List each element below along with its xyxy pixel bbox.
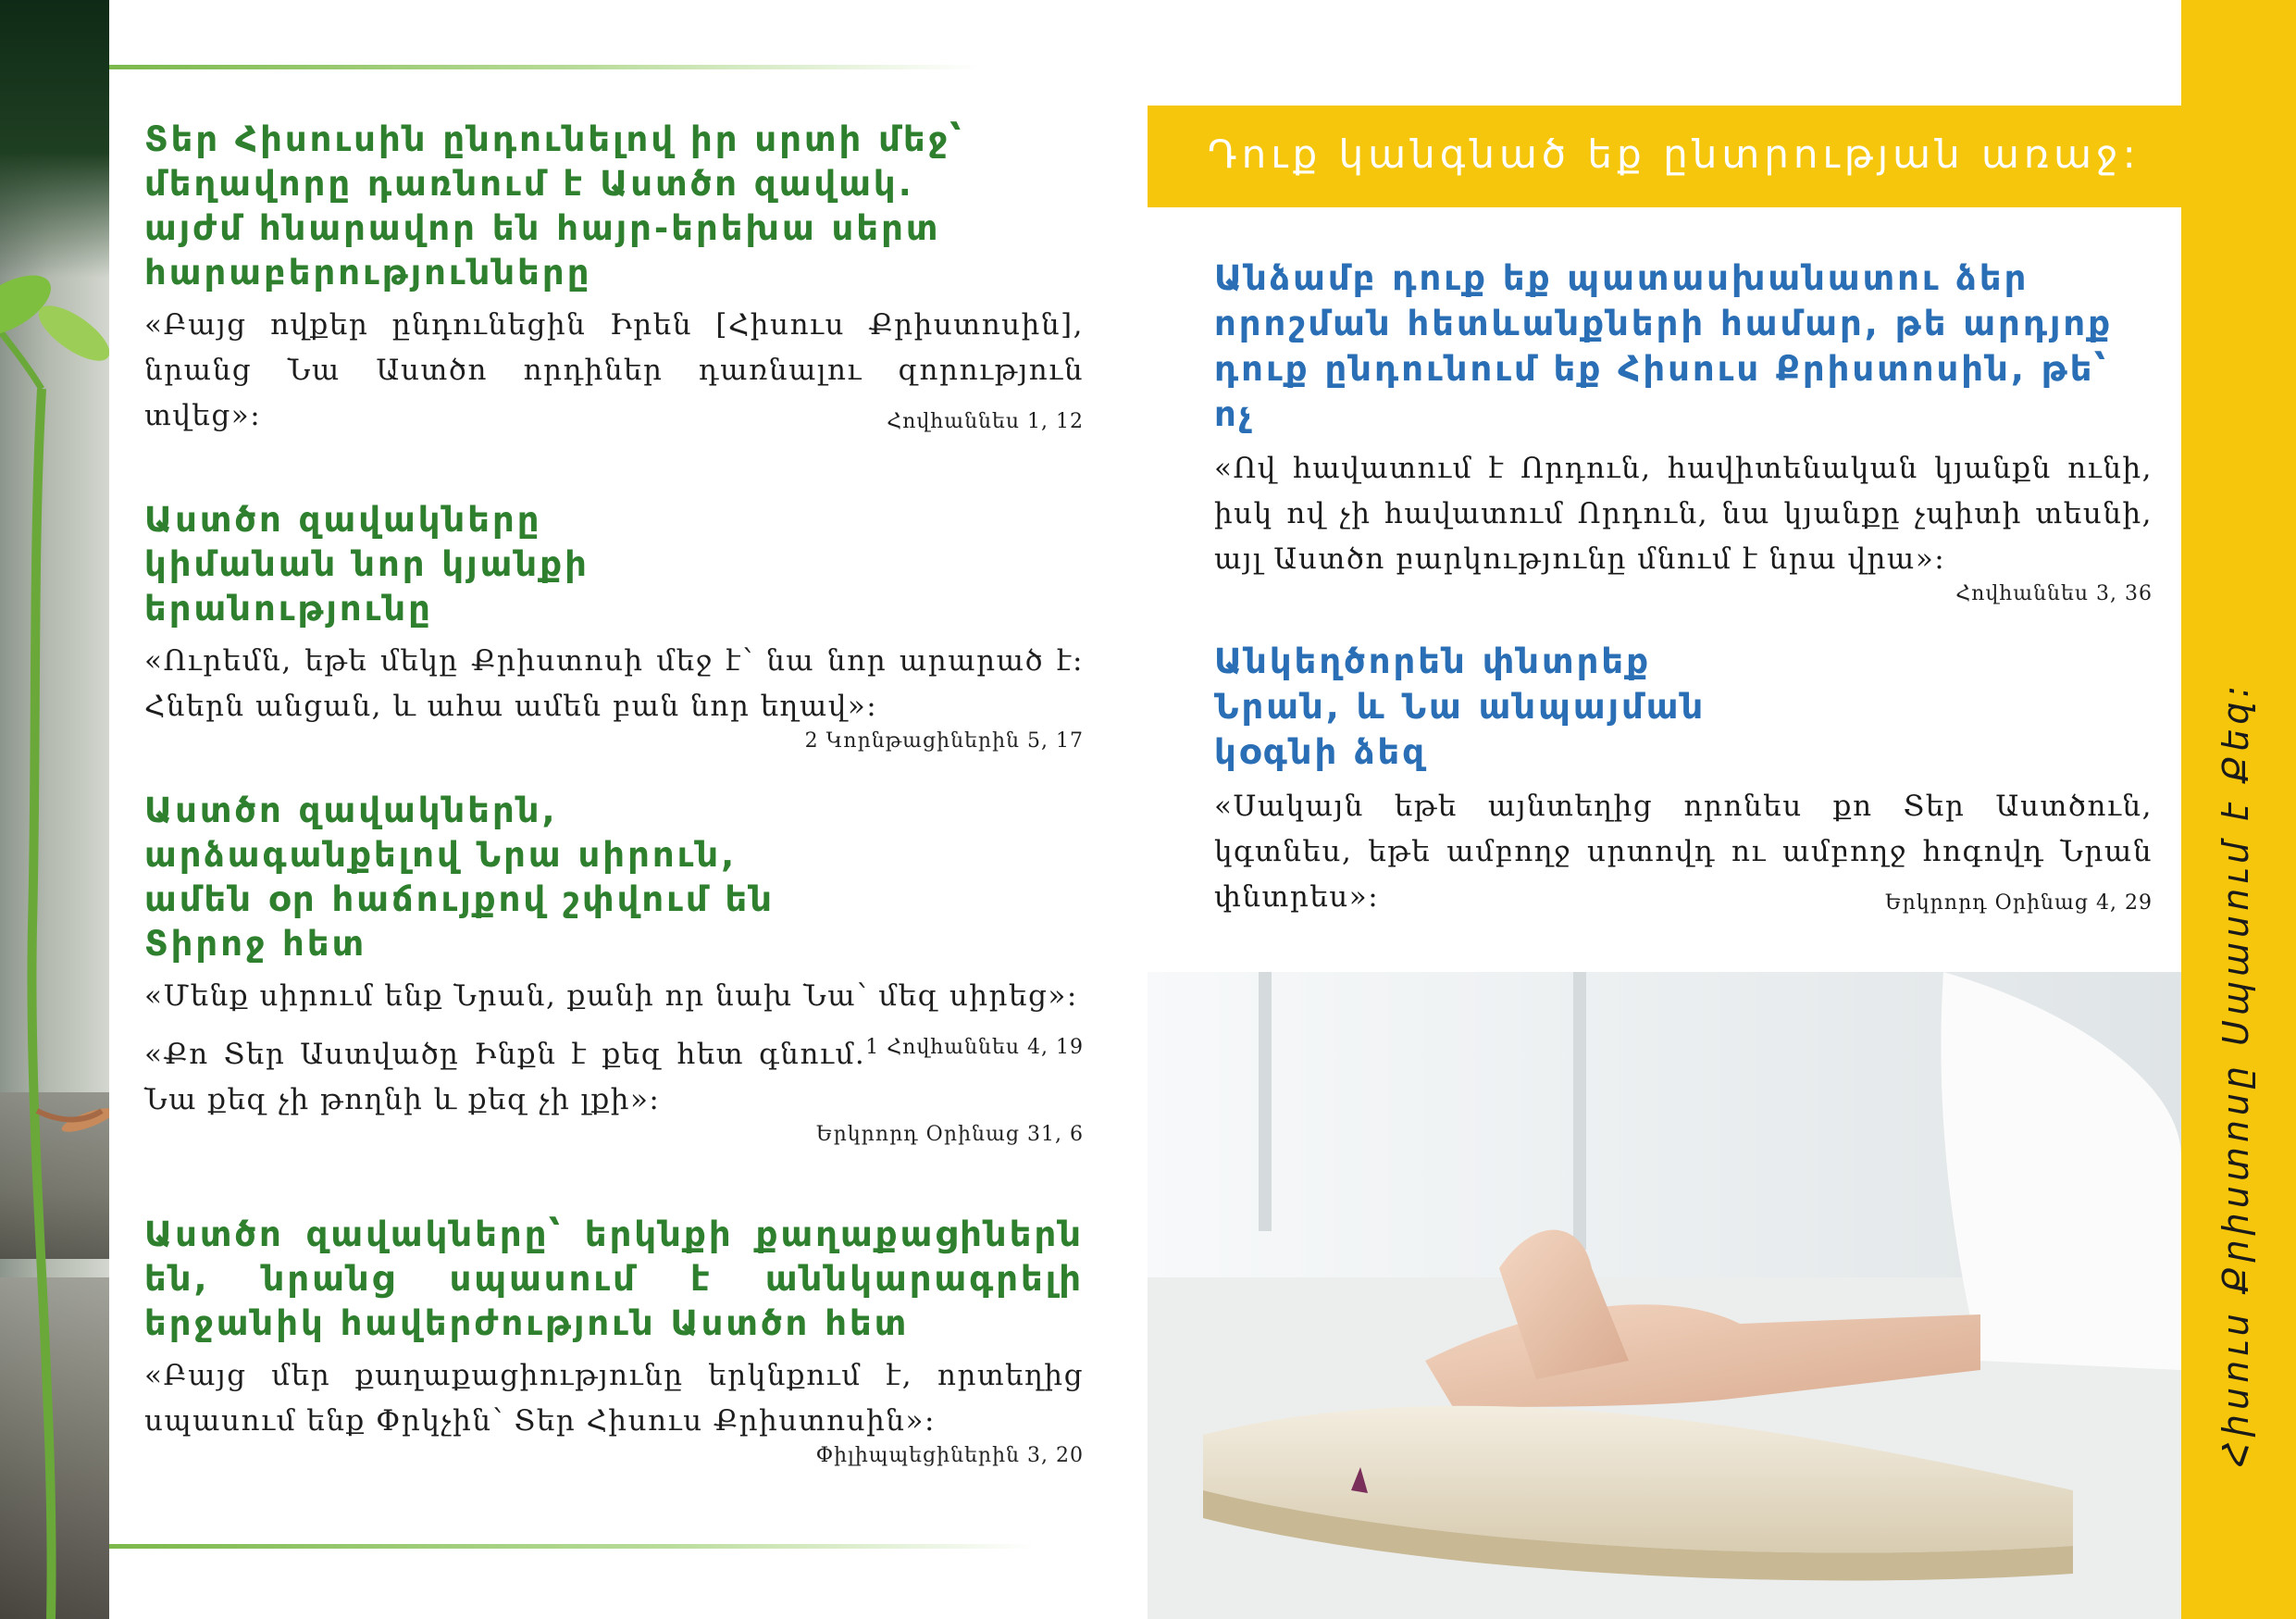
scripture-reference: Երկրորդ Օրինաց 31, 6 [815,1123,1084,1146]
quote-text: «Ուրեմն, եթե մեկը Քրիստոսի մեջ է՝ նա նոր արարած է: Հներն անցան, և ահա ամեն բան նոր եղավ»: [144,644,1084,723]
section-heading: Տեր Հիսուսին ընդունելով իր սրտի մեջ՝ մեղավորը դառնում է Աստծո զավակ. այժմ հնարավոր են հայր-երեխա սերտ հարաբերությունները [144,119,964,293]
right-section-1 [1214,255,2153,605]
left-section-3 [144,789,1084,1146]
side-strip-text: Հիսուս Քրիստոսը Սպասում է Քեզ: [2215,680,2256,1467]
section-heading: Աստծո զավակներն, արձագանքելով Նրա սիրուն, ամեն օր հաճույքով շփվում են Տիրոջ հետ [144,791,776,964]
scripture-reference: Հովհաննես 3, 36 [1955,582,2153,605]
section-heading: Անկեղծորեն փնտրեք Նրան, և Նա անպայման կօգնի ձեզ [1214,641,1706,772]
choice-banner [1148,106,2181,207]
scripture-reference: Փիլիպպեցիներին 3, 20 [815,1444,1084,1467]
quote-text: «Բայց մեր քաղաքացիությունը երկնքում է, որտեղից սպասում ենք Փրկչին՝ Տեր Հիսուս Քրիստոսին»: [144,1359,1084,1438]
section-heading: Աստծո զավակները կիմանան նոր կյանքի երանությունը [144,500,590,629]
quote-text: «Ով հավատում է Որդուն, հավիտենական կյանքն ունի, իսկ ով չի հավատում Որդուն, նա կյանքը չպիտի տեսնի, այլ Աստծո բարկությունը մնում է նրա վրա»: [1214,452,2153,576]
left-section-1 [144,118,1084,444]
quote-text: «Սակայն եթե այնտեղից որոնես քո Տեր Աստծուն, կգտնես, եթե ամբողջ սրտովդ ու ամբողջ հոգովդ Նրան փնտրես»: Երկրորդ Օրինաց 4, 29 [1214,784,2153,920]
quote-text: «Քո Տեր Աստվածը Ինքն է քեզ հետ գնում. Նա քեզ չի թողնի և քեզ չի լքի»: [144,1038,866,1116]
left-section-4 [144,1213,1084,1467]
scripture-reference: Երկրորդ Օրինաց 4, 29 [1884,891,2153,915]
quote-text: «Մենք սիրում ենք Նրան, քանի որ նախ Նա՝ մեզ սիրեց»: 1 Հովհաննես 4, 19 [144,974,1084,1019]
section-heading: Աստծո զավակները՝ երկնքի քաղաքացիներն են, նրանց սպասում է աննկարագրելի երջանիկ հավերժություն Աստծո հետ [144,1214,1084,1343]
scripture-reference: Հովհաննես 1, 12 [887,410,1084,433]
left-section-2 [144,498,1084,753]
top-divider [109,65,979,69]
scripture-reference: 2 Կորնթացիներին 5, 17 [804,729,1084,753]
quote-text: «Բայց ովքեր ընդունեցին Իրեն [Հիսուս Քրիստոսին], նրանց Նա Աստծո որդիներ դառնալու զորություն տվեց»: Հովհաննես 1, 12 [144,303,1084,439]
bottom-divider [109,1544,1035,1549]
seedling-photo [0,0,109,1619]
right-section-2 [1214,639,2153,926]
section-heading: Անձամբ դուք եք պատասխանատու ձեր որոշման հետևանքների համար, թե արդյոք դուք ընդունում եք Հիսուս Քրիստոսին, թե՝ ոչ [1214,258,2114,434]
praying-hands-photo [1148,972,2181,1619]
scripture-reference: 1 Հովհաննես 4, 19 [865,1036,1084,1059]
banner-title: Դուք կանգնած եք ընտրության առաջ: [1208,131,2141,177]
